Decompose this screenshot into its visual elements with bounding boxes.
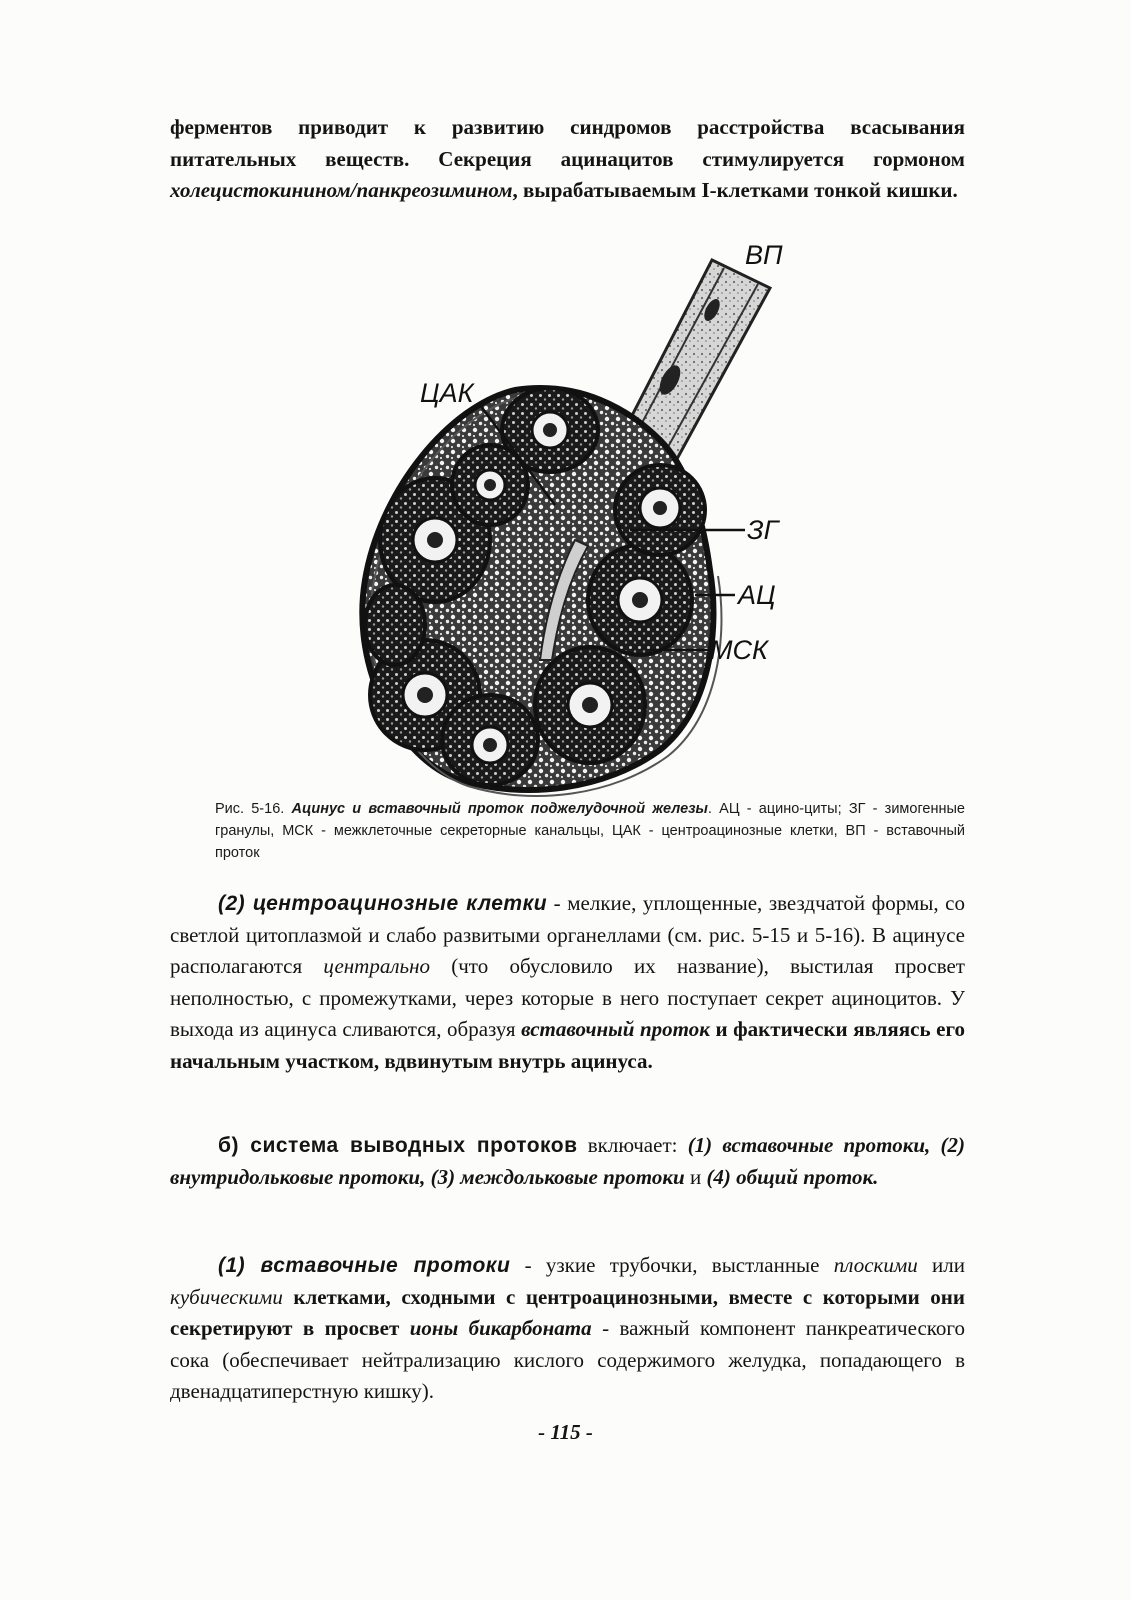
intro-paragraph <box>170 112 965 207</box>
acinocyte <box>535 647 645 763</box>
acinocyte <box>442 695 538 785</box>
label-cak: ЦАК <box>420 378 474 408</box>
ducts-system-text-1: включает: <box>577 1133 688 1157</box>
acinocyte <box>588 545 692 655</box>
acinus-illustration <box>340 240 800 800</box>
insert-ducts-bicarbonate: ионы бикарбоната <box>409 1316 592 1340</box>
insert-ducts-paragraph <box>170 1250 965 1408</box>
centroacinar-paragraph <box>170 888 965 1077</box>
label-zg: ЗГ <box>747 515 779 545</box>
figure-caption <box>215 798 965 864</box>
centroacinar-centrally: центрально <box>323 954 430 978</box>
intro-hormone: холецистокинином/панкреозимином <box>170 178 513 202</box>
centroacinar-text-3: и фактически являясь его начальным участком, вдвинутым внутрь ацинуса. <box>170 1017 965 1073</box>
ducts-system-last: (4) общий проток. <box>706 1164 879 1189</box>
insert-ducts-text-3: клетками, сходными с центроацинозными, вместе с которыми они секретируют в просвет <box>170 1284 965 1340</box>
ducts-system-text-2: и <box>684 1164 707 1189</box>
acinus-figure <box>340 240 800 800</box>
ducts-system-list: (1) вставочные протоки, (2) внутридольковые протоки, (3) междольковые протоки <box>170 1133 966 1189</box>
label-ac: АЦ <box>738 580 776 610</box>
insert-ducts-text-1: - узкие трубочки, выстланные <box>510 1253 834 1277</box>
label-msk: МСК <box>710 635 768 665</box>
caption-title: Ацинус и вставочный проток поджелудочной железы <box>291 801 708 817</box>
acinocyte <box>365 585 425 665</box>
caption-legend: . АЦ - ацино-циты; ЗГ - зимогенные гранулы, МСК - межклеточные секреторные канальцы, ЦАК - центроацинозные клетки, ВП - вставочный проток <box>215 801 965 861</box>
centroacinar-text-1: - мелкие, уплощенные, звездчатой формы, со светлой цитоплазмой и слабо развитыми органеллами (см. рис. 5-15 и 5-16). В ацинусе располагаются <box>170 891 965 978</box>
intro-text-2: , вырабатываемым I-клетками тонкой кишки. <box>512 178 958 202</box>
caption-prefix: Рис. 5-16. <box>215 801 292 817</box>
acinocyte <box>452 445 528 525</box>
label-vp: ВП <box>745 240 783 270</box>
centroacinar-text-2: (что обусловило их название), выстилая просвет неполностью, с промежутками, через которые в него поступает секрет ациноцитов. У выхода из ацинуса сливаются, образуя <box>170 954 965 1041</box>
intro-text-1: ферментов приводит к развитию синдромов расстройства всасывания питательных веществ. Секреция ацинацитов стимулируется гормоном <box>170 115 965 171</box>
ducts-system-paragraph <box>170 1130 965 1193</box>
page-number: - 115 - <box>538 1420 593 1444</box>
acinocyte <box>615 465 705 555</box>
insert-ducts-heading: (1) вставочные протоки <box>218 1254 511 1277</box>
centroacinar-insert-duct: вставочный проток <box>521 1017 710 1041</box>
insert-ducts-flat: плоскими <box>833 1253 918 1277</box>
insert-ducts-text-4: - важный компонент панкреатического сока (обеспечивает нейтрализацию кислого содержимого желудка, попадающего в двенадцатиперстную кишку). <box>170 1316 965 1403</box>
insert-ducts-text-2: или <box>917 1253 965 1277</box>
ducts-system-heading: б) система выводных протоков <box>218 1134 578 1157</box>
centroacinar-heading: (2) центроацинозные клетки <box>218 892 548 915</box>
insert-ducts-cubic: кубическими <box>170 1284 283 1309</box>
